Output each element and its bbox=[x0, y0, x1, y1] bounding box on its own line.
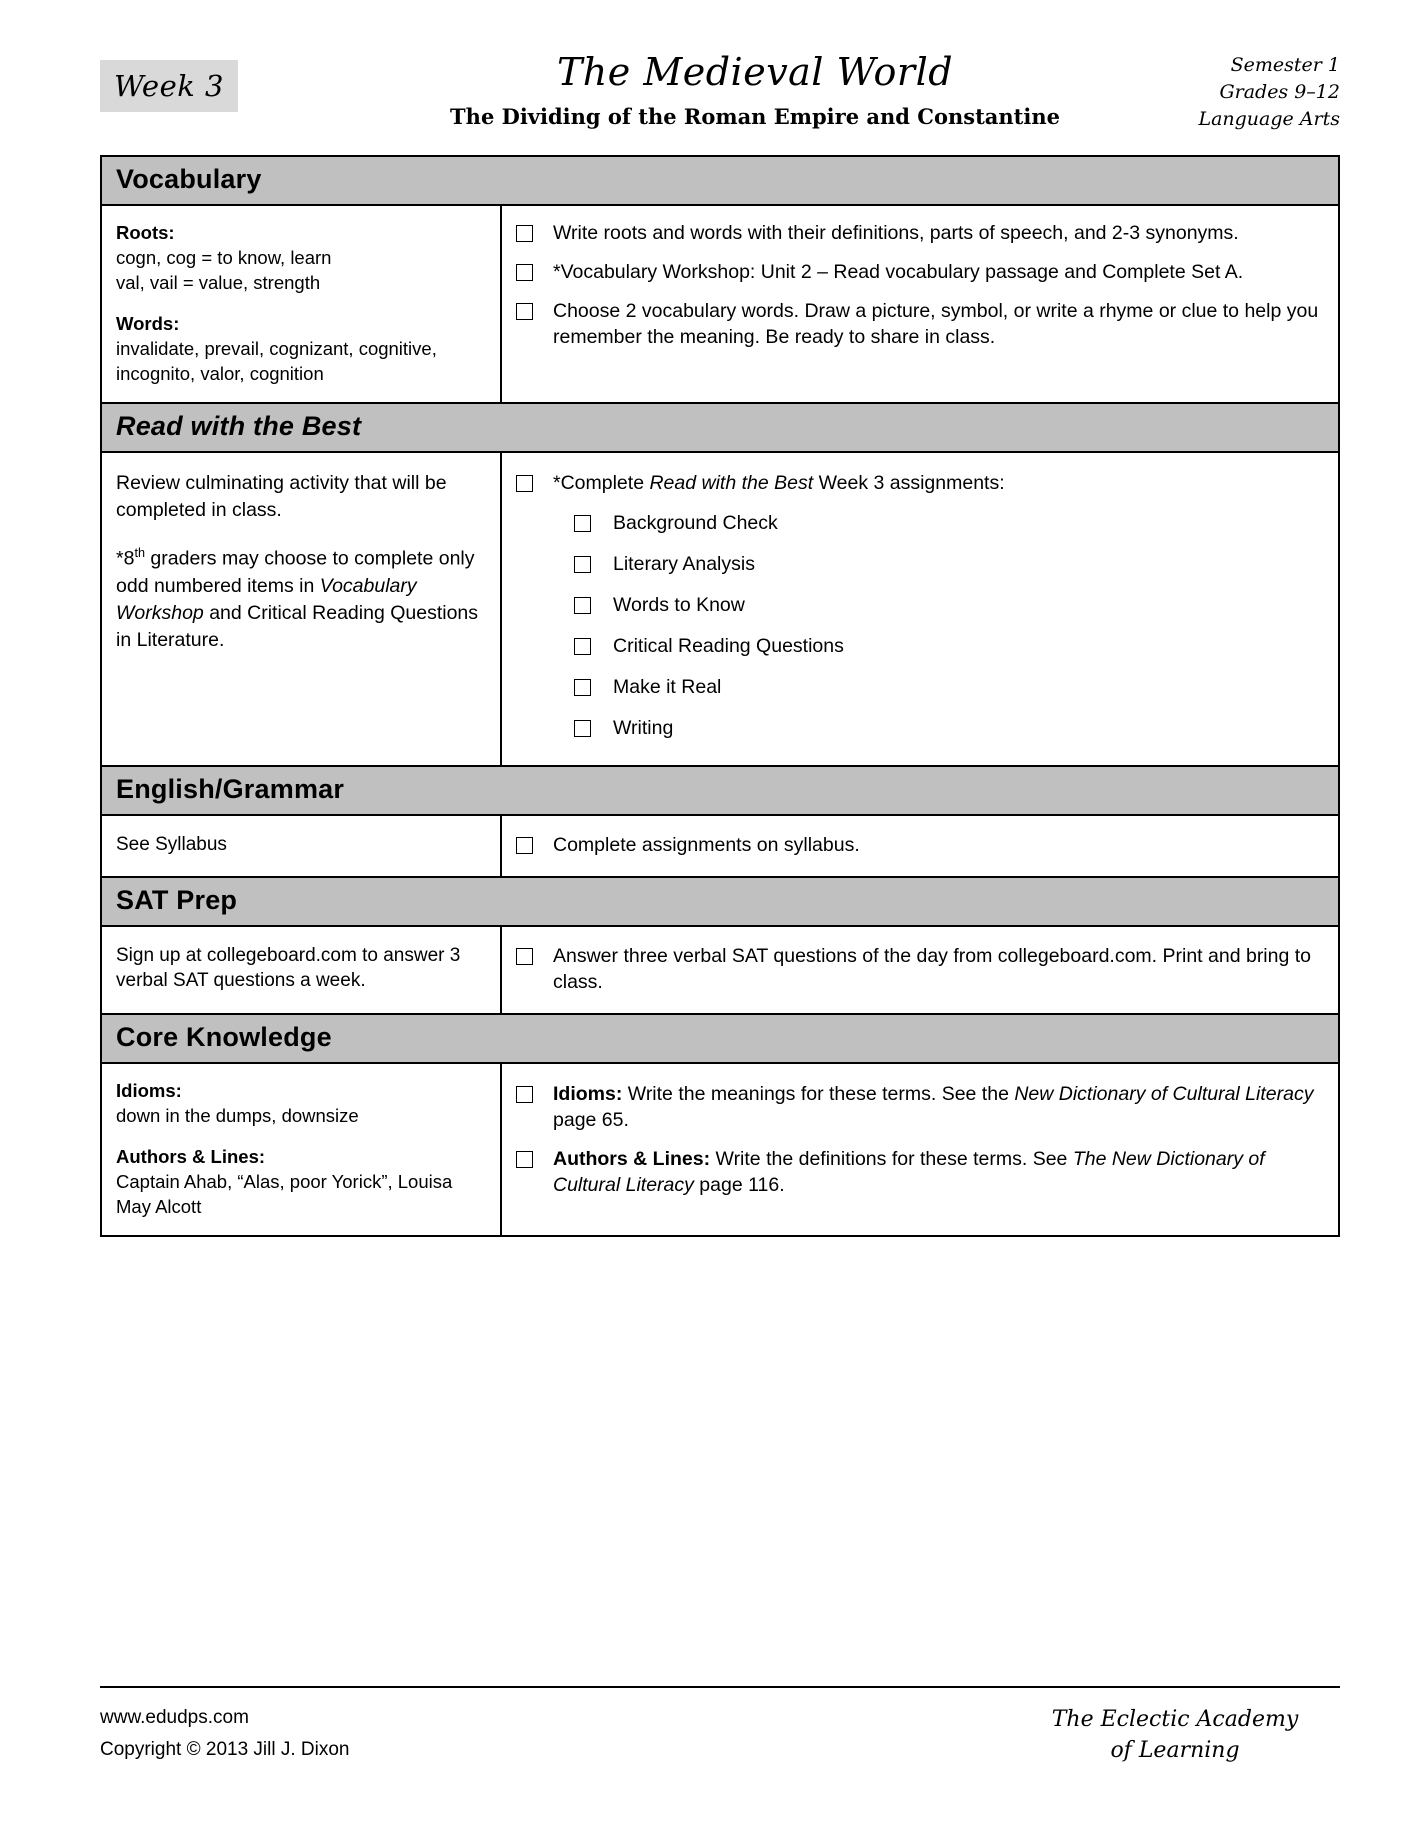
subtask-label: Critical Reading Questions bbox=[613, 635, 844, 657]
task-item[interactable] bbox=[516, 298, 1320, 350]
sat-prep-notes bbox=[102, 927, 502, 1013]
task-label: *Vocabulary Workshop: Unit 2 – Read vocabulary passage and Complete Set A. bbox=[553, 261, 1244, 283]
section-row-read-with-the-best bbox=[102, 453, 1338, 767]
subtask-item[interactable] bbox=[574, 715, 1320, 741]
note-text: See Syllabus bbox=[116, 834, 227, 855]
read-with-the-best-tasks bbox=[502, 453, 1338, 765]
section-row-english-grammar bbox=[102, 816, 1338, 878]
task-term-label: Authors & Lines: bbox=[553, 1148, 711, 1170]
task-label bbox=[553, 1081, 1320, 1133]
week-badge: Week 3 bbox=[100, 60, 238, 112]
task-text-pre: *Complete bbox=[553, 472, 650, 494]
task-text-post: page 65. bbox=[553, 1109, 629, 1131]
task-item[interactable] bbox=[516, 259, 1320, 285]
brand-line-2: of Learning bbox=[1110, 1738, 1240, 1763]
note-ordinal: th bbox=[134, 546, 145, 560]
task-item[interactable] bbox=[516, 832, 1320, 858]
checkbox-icon[interactable] bbox=[516, 225, 533, 242]
checkbox-icon[interactable] bbox=[574, 679, 591, 696]
checkbox-icon[interactable] bbox=[574, 638, 591, 655]
task-book-title: New Dictionary of Cultural Literacy bbox=[1014, 1083, 1314, 1105]
spacer bbox=[116, 1128, 484, 1144]
footer-copyright: Copyright © 2013 Jill J. Dixon bbox=[100, 1739, 350, 1760]
section-heading-sat-prep: SAT Prep bbox=[102, 878, 1338, 927]
checkbox-icon[interactable] bbox=[516, 1151, 533, 1168]
task-term-label: Idioms: bbox=[553, 1083, 623, 1105]
sat-prep-tasks bbox=[502, 927, 1338, 1013]
assignment-grid bbox=[100, 155, 1340, 1237]
page-title: The Medieval World bbox=[556, 50, 954, 94]
subtask-item[interactable] bbox=[574, 510, 1320, 536]
idioms-text: down in the dumps, downsize bbox=[116, 1105, 359, 1126]
core-knowledge-tasks bbox=[502, 1064, 1338, 1235]
subtask-item[interactable] bbox=[574, 592, 1320, 618]
page-subtitle: The Dividing of the Roman Empire and Constantine bbox=[450, 104, 1060, 129]
section-heading-english-grammar: English/Grammar bbox=[102, 767, 1338, 816]
roots-line-2: val, vail = value, strength bbox=[116, 272, 321, 293]
subtask-item[interactable] bbox=[574, 674, 1320, 700]
subtask-item[interactable] bbox=[574, 633, 1320, 659]
footer-website[interactable]: www.edudps.com bbox=[100, 1707, 249, 1728]
vocabulary-tasks bbox=[502, 206, 1338, 402]
task-label: Answer three verbal SAT questions of the day from collegeboard.com. Print and bring to class. bbox=[553, 945, 1312, 993]
note-asterisk: *8 bbox=[116, 547, 135, 570]
task-label: Complete assignments on syllabus. bbox=[553, 834, 860, 856]
task-item[interactable] bbox=[516, 470, 1320, 496]
section-heading-read-with-the-best: Read with the Best bbox=[102, 404, 1338, 453]
task-item[interactable] bbox=[516, 1081, 1320, 1133]
page-footer bbox=[100, 1686, 1340, 1763]
authors-lines-text: Captain Ahab, “Alas, poor Yorick”, Louisa May Alcott bbox=[116, 1171, 453, 1217]
core-knowledge-terms bbox=[102, 1064, 502, 1235]
checkbox-icon[interactable] bbox=[516, 303, 533, 320]
checkbox-icon[interactable] bbox=[516, 948, 533, 965]
task-label bbox=[553, 470, 1320, 496]
section-heading-core-knowledge: Core Knowledge bbox=[102, 1015, 1338, 1064]
section-row-vocabulary bbox=[102, 206, 1338, 404]
note-text: Sign up at collegeboard.com to answer 3 verbal SAT questions a week. bbox=[116, 945, 461, 991]
roots-label: Roots: bbox=[116, 222, 175, 243]
english-grammar-notes bbox=[102, 816, 502, 876]
subtask-label: Writing bbox=[613, 717, 674, 739]
checkbox-icon[interactable] bbox=[516, 475, 533, 492]
note-text-post: and Critical Reading Questions in Literature. bbox=[116, 601, 479, 651]
task-item[interactable] bbox=[516, 1146, 1320, 1198]
note-paragraph-1: Review culminating activity that will be completed in class. bbox=[116, 472, 447, 521]
read-with-the-best-notes bbox=[102, 453, 502, 765]
subtask-item[interactable] bbox=[574, 551, 1320, 577]
footer-left bbox=[100, 1702, 350, 1766]
words-label: Words: bbox=[116, 313, 180, 334]
spacer bbox=[116, 295, 484, 311]
page-header bbox=[100, 30, 1340, 140]
section-row-core-knowledge bbox=[102, 1064, 1338, 1235]
meta-semester: Semester 1 bbox=[1230, 54, 1340, 76]
task-book-title: The New Dictionary of Cultural Literacy bbox=[553, 1148, 1265, 1196]
checkbox-icon[interactable] bbox=[574, 720, 591, 737]
checkbox-icon[interactable] bbox=[574, 515, 591, 532]
subtask-label: Make it Real bbox=[613, 676, 722, 698]
footer-brand bbox=[1010, 1704, 1340, 1766]
note-text-mid: graders may choose to complete only odd numbered items in bbox=[116, 547, 475, 597]
meta-subject: Language Arts bbox=[1198, 108, 1340, 130]
task-item[interactable] bbox=[516, 943, 1320, 995]
authors-lines-label: Authors & Lines: bbox=[116, 1146, 266, 1167]
checkbox-icon[interactable] bbox=[516, 264, 533, 281]
words-line-2: incognito, valor, cognition bbox=[116, 363, 324, 384]
subtask-label: Words to Know bbox=[613, 594, 745, 616]
section-heading-vocabulary: Vocabulary bbox=[102, 157, 1338, 206]
task-label bbox=[553, 1146, 1320, 1198]
note-book-title: Vocabulary Workshop bbox=[116, 574, 417, 624]
task-text-post: Week 3 assignments: bbox=[813, 472, 1005, 494]
subtask-list bbox=[574, 510, 1320, 741]
checkbox-icon[interactable] bbox=[516, 1086, 533, 1103]
subtask-label: Literary Analysis bbox=[613, 553, 755, 575]
meta-grades: Grades 9–12 bbox=[1219, 81, 1340, 103]
title-block bbox=[355, 50, 1155, 129]
checkbox-icon[interactable] bbox=[516, 837, 533, 854]
task-text-pre: Write the definitions for these terms. See bbox=[710, 1148, 1073, 1170]
task-item[interactable] bbox=[516, 220, 1320, 246]
spacer bbox=[116, 524, 484, 540]
brand-line-1: The Eclectic Academy bbox=[1051, 1707, 1299, 1732]
roots-line-1: cogn, cog = to know, learn bbox=[116, 247, 332, 268]
header-meta bbox=[1080, 52, 1340, 133]
note-paragraph-2 bbox=[116, 540, 484, 654]
vocabulary-terms bbox=[102, 206, 502, 402]
subtask-label: Background Check bbox=[613, 512, 778, 534]
task-label: Choose 2 vocabulary words. Draw a picture, symbol, or write a rhyme or clue to help you remember the meaning. Be ready to share in class. bbox=[553, 300, 1319, 348]
task-label: Write roots and words with their definitions, parts of speech, and 2-3 synonyms. bbox=[553, 222, 1239, 244]
task-text-pre: Write the meanings for these terms. See the bbox=[622, 1083, 1015, 1105]
idioms-label: Idioms: bbox=[116, 1080, 182, 1101]
task-text-post: page 116. bbox=[693, 1174, 785, 1196]
english-grammar-tasks bbox=[502, 816, 1338, 876]
checkbox-icon[interactable] bbox=[574, 597, 591, 614]
section-row-sat-prep bbox=[102, 927, 1338, 1015]
task-book-title: Read with the Best bbox=[649, 472, 814, 494]
checkbox-icon[interactable] bbox=[574, 556, 591, 573]
words-line-1: invalidate, prevail, cognizant, cognitive, bbox=[116, 338, 437, 359]
